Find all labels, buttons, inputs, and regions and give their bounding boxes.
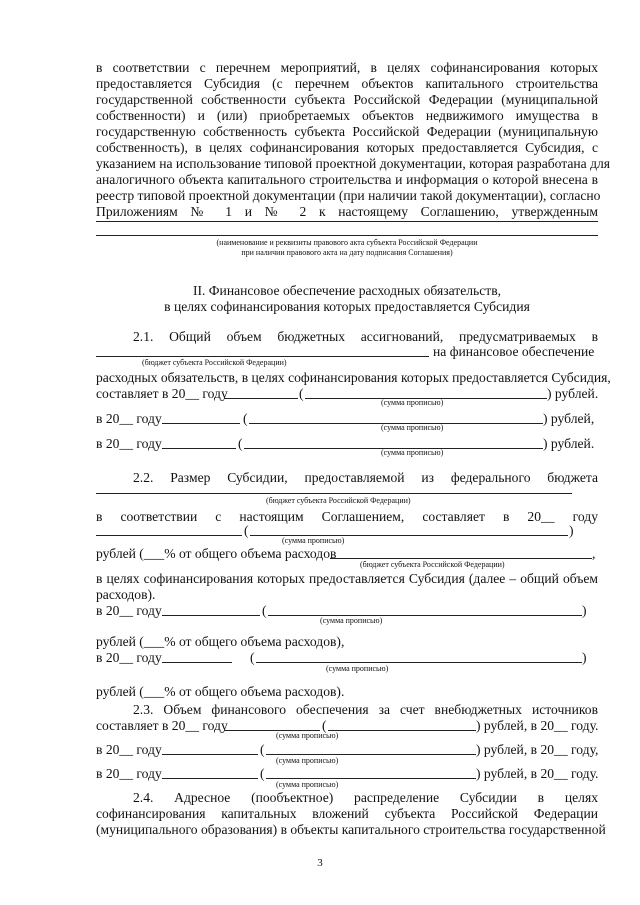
- blank-line: [96, 235, 598, 236]
- clause-text: в 20__ году: [96, 603, 162, 618]
- paragraph-line: аналогичного объекта капитального строительства и информация о которой внесена в: [96, 172, 598, 187]
- sum-caption: (сумма прописью): [276, 731, 339, 740]
- paragraph-line: предоставляется Субсидия (с перечнем объектов капитального строительства: [96, 76, 598, 91]
- blank-line: [96, 493, 572, 494]
- clause-text: (муниципального образования) в объекты капитального строительства государственной: [96, 822, 606, 837]
- sum-caption: (сумма прописью): [381, 423, 444, 432]
- clause-text: в 20__ году: [96, 436, 162, 451]
- blank-line: [96, 356, 429, 357]
- blank-line: [330, 558, 592, 559]
- clause-text: ) рублей,: [543, 411, 595, 426]
- sum-caption: (сумма прописью): [276, 780, 339, 789]
- paragraph-line: в соответствии с перечнем мероприятий, в целях софинансирования которых: [96, 60, 598, 75]
- clause-text: в 20__ году: [96, 766, 162, 781]
- blank-line: [328, 730, 476, 731]
- paragraph-line: государственной собственности субъекта Российской Федерации (муниципальной: [96, 92, 598, 107]
- blank-line: [96, 535, 242, 536]
- clause-text: ) рублей.: [543, 436, 595, 451]
- clause-text: рублей (___% от общего объема расходов),: [96, 634, 345, 649]
- blank-line: [162, 778, 258, 779]
- blank-line: [266, 778, 476, 779]
- paragraph-line: Приложениям № 1 и № 2 к настоящему Соглашению, утвержденным: [96, 204, 598, 219]
- budget-caption: (бюджет субъекта Российской Федерации): [360, 560, 505, 569]
- clause-text: составляет в 20__ году: [96, 386, 228, 401]
- clause-text: в 20__ году: [96, 411, 162, 426]
- sum-caption: (сумма прописью): [276, 756, 339, 765]
- blank-line: [268, 615, 582, 616]
- blank-line: [162, 662, 232, 663]
- section-title: в целях софинансирования которых предоставляется Субсидия: [164, 299, 530, 314]
- blank-line: [162, 615, 260, 616]
- sum-caption: (сумма прописью): [381, 398, 444, 407]
- paragraph-line: собственности) и (или) приобретаемых объектов недвижимого имущества в: [96, 108, 598, 123]
- sum-caption: (сумма прописью): [381, 448, 444, 457]
- page-number: 3: [317, 857, 323, 869]
- sum-caption: (сумма прописью): [282, 536, 345, 545]
- blank-line: [266, 754, 476, 755]
- paragraph-line: указанием на использование типовой проектной документации, которая разработана для: [96, 156, 611, 171]
- act-caption: при наличии правового акта на дату подписания Соглашения): [241, 248, 453, 257]
- clause-text: в 20__ году: [96, 742, 162, 757]
- clause-text: рублей (___% от общего объема расходов: [96, 546, 337, 561]
- budget-caption: (бюджет субъекта Российской Федерации): [142, 358, 287, 367]
- clause-text: ) рублей, в 20__ году.: [476, 766, 599, 781]
- clause-text: ) рублей.: [547, 386, 599, 401]
- blank-line: [162, 423, 240, 424]
- section-title: II. Финансовое обеспечение расходных обязательств,: [192, 283, 502, 298]
- clause-2-1: 2.1. Общий объем бюджетных ассигнований, предусматриваемых в: [133, 329, 598, 344]
- blank-line: [96, 221, 598, 222]
- paragraph-line: государственную собственность субъекта Российской Федерации (муниципальную: [96, 124, 598, 139]
- paragraph-line: собственность), в целях софинансирования которых предоставляется Субсидия, с: [96, 140, 598, 155]
- act-caption: (наименование и реквизиты правового акта субъекта Российской Федерации: [216, 238, 478, 247]
- clause-text: в соответствии с настоящим Соглашением, составляет в 20__ году: [96, 509, 598, 524]
- clause-text: софинансирования капитальных вложений субъекта Российской Федерации: [96, 806, 598, 821]
- clause-text: ) рублей, в 20__ году,: [476, 742, 599, 757]
- clause-text: в 20__ году: [96, 650, 162, 665]
- sum-caption: (сумма прописью): [320, 616, 383, 625]
- clause-2-2: 2.2. Размер Субсидии, предоставляемой из федерального бюджета: [133, 470, 598, 485]
- clause-text: ) рублей, в 20__ году.: [476, 718, 599, 733]
- clause-2-3: 2.3. Объем финансового обеспечения за счет внебюджетных источников: [133, 702, 598, 717]
- clause-text: расходных обязательств, в целях софинансирования которых предоставляется Субсидия,: [96, 370, 611, 385]
- budget-caption: (бюджет субъекта Российской Федерации): [266, 496, 411, 505]
- document-page: в соответствии с перечнем мероприятий, в целях софинансирования которых предоставляется Субсидия (с перечнем объектов капитального строительства государственной собственности субъекта Российской Федерации (муниципальной собственности) и (или) приобретаемых объектов недвижимого имущества в государственную собственность субъекта Российской Федерации (муниципальную собственность), в целях софинансирования которых предоставляется Субсидия, с указанием на использование типовой проектной документации, которая разработана для аналогичного объекта капитального строительства и информация о которой внесена в реестр типовой проектной документации (при наличии такой документации), согласно Приложениям № 1 и № 2 к настоящему Соглашению, утвержденным (наименование и реквизиты правового акта субъекта Российской Федерации при наличии правового акта на дату подписания Соглашения) II. Финансовое обеспечение расходных обязательств, в целях софинансирования которых предоставляется Субсидия 2.1. Общий объем бюджетных ассигнований, предусматриваемых в на финансовое обеспечение (бюджет субъекта Российской Федерации) расходных обязательств, в целях софинансирования которых предоставляется Субсидия, составляет в 20__ году ( ) рублей. (сумма прописью) в 20__ году ( ) рублей, (сумма прописью) в 20__ году ( ) рублей. (сумма прописью) 2.2. Размер Субсидии, предоставляемой из федерального бюджета (бюджет субъекта Российской Федерации) в соответствии с настоящим Соглашением, составляет в 20__ году ( ) (сумма прописью) рублей (___% от общего объема расходов , (бюджет субъекта Российской Федерации) в целях софинансирования которых предоставляется Субсидия (далее – общий объем расходов). в 20__ году ( ) (сумма прописью) рублей (___% от общего объема расходов), в 20__ году ( ) (сумма прописью) рублей (___% от общего объема расходов). 2.3. Объем финансового обеспечения за счет внебюджетных источников составляет в 20__ году ( ) рублей, в 20__ году. (сумма прописью) в 20__ году ( ) рублей, в 20__ году, (сумма прописью) в 20__ году ( ) рублей, в 20__ году. (сумма прописью) 2.4. Адресное (пообъектное) распределение Субсидии в целях софинансирования капитальных вложений субъекта Российской Федерации (муниципального образования) в объекты капитального строительства государственной 3: [0, 0, 640, 905]
- clause-text: в целях софинансирования которых предоставляется Субсидия (далее – общий объем: [96, 571, 598, 586]
- clause-text: расходов).: [96, 587, 156, 602]
- paragraph-line: реестр типовой проектной документации (при наличии такой документации), согласно: [96, 188, 601, 203]
- blank-line: [162, 754, 258, 755]
- sum-caption: (сумма прописью): [326, 664, 389, 673]
- clause-text: составляет в 20__ году: [96, 718, 228, 733]
- blank-line: [224, 398, 298, 399]
- clause-text: рублей (___% от общего объема расходов).: [96, 684, 345, 699]
- blank-line: [162, 448, 236, 449]
- clause-2-4: 2.4. Адресное (пообъектное) распределение Субсидии в целях: [133, 790, 598, 805]
- blank-line: [256, 662, 582, 663]
- clause-text: на финансовое обеспечение: [433, 344, 595, 359]
